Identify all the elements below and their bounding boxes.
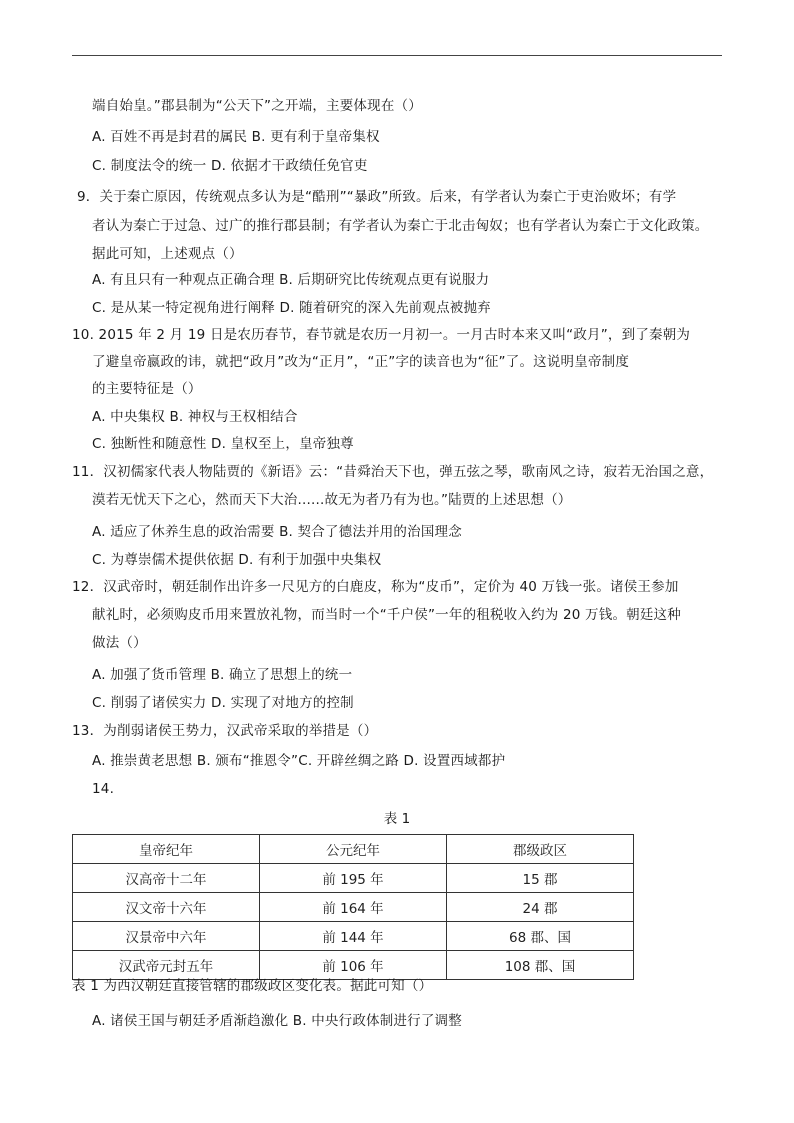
- table-cell: 24 郡: [447, 893, 634, 922]
- table-header-cell: 郡级政区: [447, 835, 634, 864]
- q10-option-cd: C. 独断性和随意性 D. 皇权至上，皇帝独尊: [92, 436, 354, 452]
- q14-stem: 表 1 为西汉朝廷直接管辖的郡级政区变化表。据此可知（）: [72, 978, 433, 994]
- table-header-row: [73, 835, 634, 864]
- table-cell: 前 144 年: [260, 922, 447, 951]
- q9-option-ab: A. 有且只有一种观点正确合理 B. 后期研究比传统观点更有说服力: [92, 272, 490, 288]
- table-cell: 68 郡、国: [447, 922, 634, 951]
- table-cell: 15 郡: [447, 864, 634, 893]
- q13-options: A. 推崇黄老思想 B. 颁布“推恩令”C. 开辟丝绸之路 D. 设置西域都护: [92, 753, 506, 769]
- header-rule: [72, 55, 722, 56]
- q12-option-cd: C. 削弱了诸侯实力 D. 实现了对地方的控制: [92, 695, 354, 711]
- q12-stem-line3: 做法（）: [92, 635, 147, 651]
- table-caption: 表 1: [383, 811, 411, 827]
- q14-number: 14.: [92, 781, 115, 797]
- table-cell: 汉高帝十二年: [73, 864, 260, 893]
- q10-stem-line3: 的主要特征是（）: [92, 381, 202, 397]
- q8-option-cd: C. 制度法令的统一 D. 依据才干政绩任免官吏: [92, 158, 368, 174]
- q10-stem-line1: 10. 2015 年 2 月 19 日是农历春节，春节就是农历一月初一。一月古时本来又叫“政月”，到了秦朝为: [72, 327, 691, 343]
- q14-option-ab: A. 诸侯王国与朝廷矛盾渐趋激化 B. 中央行政体制进行了调整: [92, 1013, 462, 1029]
- q10-option-ab: A. 中央集权 B. 神权与王权相结合: [92, 409, 298, 425]
- table-cell: 前 195 年: [260, 864, 447, 893]
- q9-stem-line3: 据此可知，上述观点（）: [92, 246, 243, 262]
- q11-stem-line2: 漠若无忧天下之心，然而天下大治......故无为者乃有为也。”陆贾的上述思想（）: [92, 492, 572, 508]
- table-row: [73, 951, 634, 980]
- q11-option-ab: A. 适应了休养生息的政治需要 B. 契合了德法并用的治国理念: [92, 524, 462, 540]
- table-row: [73, 893, 634, 922]
- table-row: [73, 864, 634, 893]
- q12-stem-line2: 献礼时，必须购皮币用来置放礼物，而当时一个“千户侯”一年的租税收入约为 20 万钱。朝廷这种: [92, 607, 681, 623]
- q11-option-cd: C. 为尊崇儒术提供依据 D. 有利于加强中央集权: [92, 552, 382, 568]
- table-row: [73, 922, 634, 951]
- table-cell: 前 164 年: [260, 893, 447, 922]
- q9-stem-line1: 9．关于秦亡原因，传统观点多认为是“酷刑”“暴政”所致。后来，有学者认为秦亡于吏治败坏；有学: [77, 189, 677, 205]
- q8-option-ab: A. 百姓不再是封君的属民 B. 更有利于皇帝集权: [92, 129, 380, 145]
- q10-stem-line2: 了避皇帝嬴政的讳，就把“政月”改为“正月”，“正”字的读音也为“征”了。这说明皇帝制度: [92, 354, 630, 370]
- table-header-cell: 公元纪年: [260, 835, 447, 864]
- table-cell: 汉文帝十六年: [73, 893, 260, 922]
- q9-option-cd: C. 是从某一特定视角进行阐释 D. 随着研究的深入先前观点被抛弃: [92, 300, 491, 316]
- q13-stem: 13．为削弱诸侯王势力，汉武帝采取的举措是（）: [72, 723, 378, 739]
- table-cell: 前 106 年: [260, 951, 447, 980]
- table-cell: 汉武帝元封五年: [73, 951, 260, 980]
- q12-stem-line1: 12．汉武帝时，朝廷制作出许多一尺见方的白鹿皮，称为“皮币”，定价为 40 万钱一张。诸侯王参加: [72, 579, 679, 595]
- table-header-cell: 皇帝纪年: [73, 835, 260, 864]
- table-cell: 汉景帝中六年: [73, 922, 260, 951]
- q12-option-ab: A. 加强了货币管理 B. 确立了思想上的统一: [92, 667, 353, 683]
- table-1: [72, 834, 634, 980]
- q9-stem-line2: 者认为秦亡于过急、过广的推行郡县制；有学者认为秦亡于北击匈奴；也有学者认为秦亡于文化政策。: [92, 218, 709, 234]
- table-cell: 108 郡、国: [447, 951, 634, 980]
- q8-stem-tail: 端自始皇。”郡县制为“公天下”之开端，主要体现在（）: [92, 98, 422, 114]
- q11-stem-line1: 11．汉初儒家代表人物陆贾的《新语》云：“昔舜治天下也，弹五弦之琴，歌南风之诗，寂若无治国之意，: [72, 464, 714, 480]
